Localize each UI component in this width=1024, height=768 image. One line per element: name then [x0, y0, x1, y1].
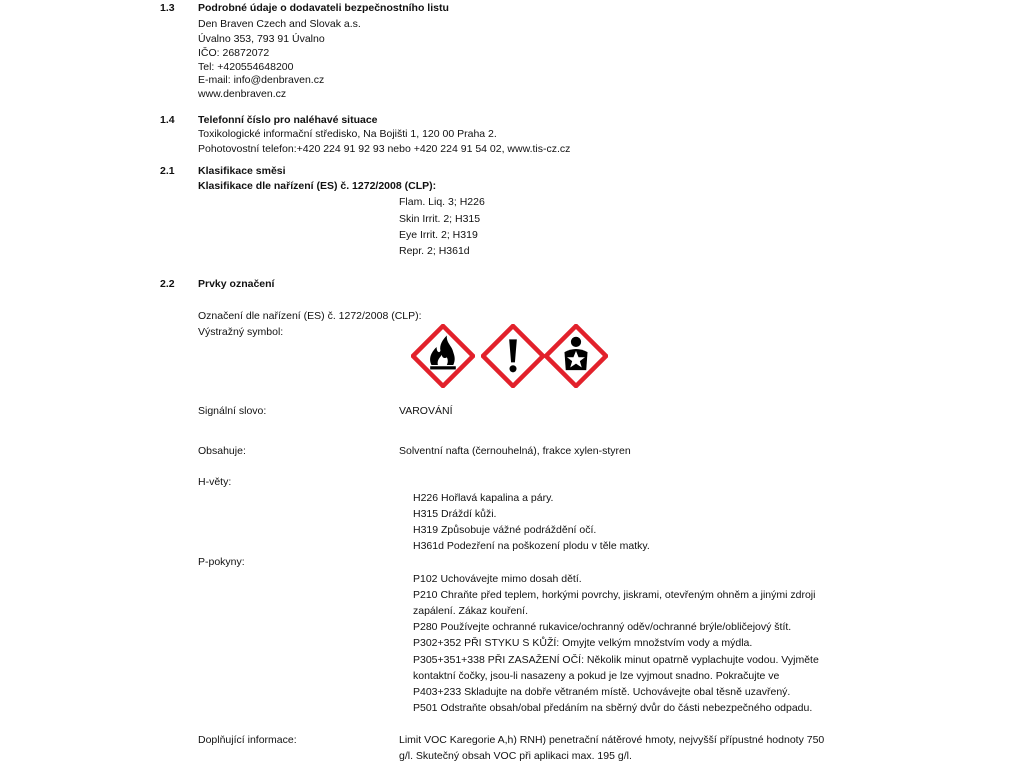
section-number-1-3: 1.3 — [160, 2, 175, 14]
contains-value: Solventní nafta (černouhelná), frakce xylen-styren — [399, 445, 631, 457]
supplier-email: E-mail: info@denbraven.cz — [198, 74, 325, 86]
p-statement: P280 Používejte ochranné rukavice/ochranný oděv/ochranné brýle/obličejový štít. — [413, 621, 792, 633]
section-title-emergency-phone: Telefonní číslo pro naléhavé situace — [198, 114, 378, 126]
p-statement: P403+233 Skladujte na dobře větraném místě. Uchovávejte obal těsně uzavřený. — [413, 686, 791, 698]
classification-item: Flam. Liq. 3; H226 — [399, 196, 485, 208]
h-statement: H319 Způsobuje vážné podráždění očí. — [413, 524, 597, 536]
p-statement: P102 Uchovávejte mimo dosah dětí. — [413, 573, 582, 585]
additional-info-line: Limit VOC Karegorie A,h) RNH) penetrační nátěrové hmoty, nejvyšší přípustné hodnoty 750 — [399, 734, 825, 746]
h-statement: H226 Hořlavá kapalina a páry. — [413, 492, 554, 504]
classification-item: Repr. 2; H361d — [399, 245, 470, 257]
signal-word-value: VAROVÁNÍ — [399, 405, 453, 417]
p-statement: kontaktní čočky, jsou-li nasazeny a pokud je lze vyjmout snadno. Pokračujte ve — [413, 670, 780, 682]
h-statement: H315 Dráždí kůži. — [413, 508, 497, 520]
classification-subtitle: Klasifikace dle nařízení (ES) č. 1272/2008 (CLP): — [198, 180, 437, 192]
section-title-classification: Klasifikace směsi — [198, 165, 286, 177]
supplier-line: Úvalno 353, 793 91 Úvalno — [198, 33, 325, 45]
classification-item: Skin Irrit. 2; H315 — [399, 213, 481, 225]
p-statement: P302+352 PŘI STYKU S KŮŽÍ: Omyjte velkým množstvím vody a mýdla. — [413, 637, 753, 649]
emergency-line: Pohotovostní telefon:+420 224 91 92 93 nebo +420 224 91 54 02, www.tis-cz.cz — [198, 143, 571, 155]
p-statement: P501 Odstraňte obsah/obal předáním na sběrný dvůr do části nebezpečného odpadu. — [413, 702, 813, 714]
supplier-line: IČO: 26872072 — [198, 47, 270, 59]
h-statements-label: H-věty: — [198, 476, 232, 488]
supplier-line: Den Braven Czech and Slovak a.s. — [198, 18, 361, 30]
emergency-line: Toxikologické informační středisko, Na Bojišti 1, 120 00 Praha 2. — [198, 128, 497, 140]
p-statement: P210 Chraňte před teplem, horkými povrchy, jiskrami, otevřeným ohněm a jinými zdroji — [413, 589, 816, 601]
section-number-2-2: 2.2 — [160, 278, 175, 290]
clp-label-line: Označení dle nařízení (ES) č. 1272/2008 (CLP): — [198, 310, 422, 322]
supplier-line: Tel: +420554648200 — [198, 61, 294, 73]
contains-label: Obsahuje: — [198, 445, 246, 457]
exclamation-pictogram — [481, 324, 545, 388]
section-number-2-1: 2.1 — [160, 165, 175, 177]
h-statement: H361d Podezření na poškození plodu v těle matky. — [413, 540, 650, 552]
additional-info-line: g/l. Skutečný obsah VOC při aplikaci max. 195 g/l. — [399, 750, 632, 762]
flame-pictogram — [411, 324, 475, 388]
section-number-1-4: 1.4 — [160, 114, 175, 126]
classification-item: Eye Irrit. 2; H319 — [399, 229, 478, 241]
hazard-symbol-label: Výstražný symbol: — [198, 326, 284, 338]
additional-info-label: Doplňující informace: — [198, 734, 297, 746]
supplier-website: www.denbraven.cz — [198, 88, 287, 100]
p-statements-label: P-pokyny: — [198, 556, 245, 568]
section-title-supplier: Podrobné údaje o dodavateli bezpečnostního listu — [198, 2, 449, 14]
p-statement: zapálení. Zákaz kouření. — [413, 605, 528, 617]
section-title-label-elements: Prvky označení — [198, 278, 275, 290]
signal-word-label: Signální slovo: — [198, 405, 267, 417]
health-hazard-pictogram — [544, 324, 608, 388]
p-statement: P305+351+338 PŘI ZASAŽENÍ OČÍ: Několik minut opatrně vyplachujte vodou. Vyjměte — [413, 654, 819, 666]
